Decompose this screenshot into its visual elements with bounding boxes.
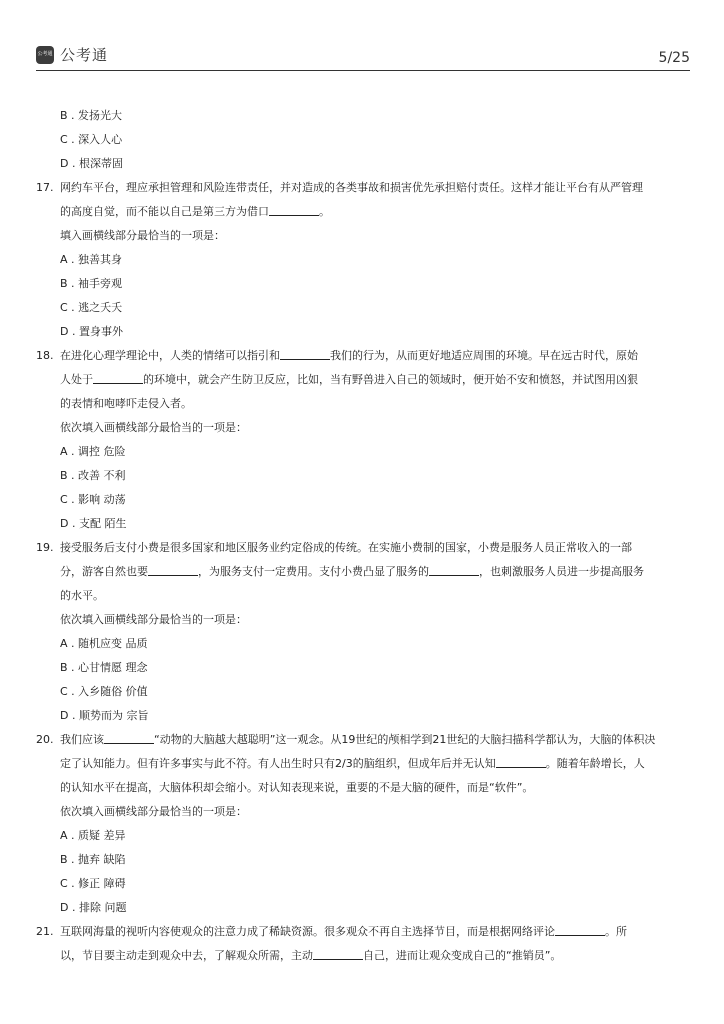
question-content bbox=[36, 104, 690, 968]
option: D . 置身事外 bbox=[60, 325, 123, 338]
question-prompt: 填入画横线部分最恰当的一项是： bbox=[60, 229, 225, 242]
question-number: 21. bbox=[36, 925, 54, 938]
answer-blank bbox=[269, 203, 319, 216]
answer-blank bbox=[148, 563, 198, 576]
answer-blank bbox=[496, 755, 546, 768]
option: C . 深入人心 bbox=[60, 133, 123, 146]
question-stem-line: 的认知水平在提高，大脑体积却会缩小。对认知表现来说，重要的不是大脑的硬件，而是“软件”。 bbox=[60, 781, 534, 794]
option: C . 影响 动荡 bbox=[60, 493, 126, 506]
question-17 bbox=[36, 176, 690, 344]
question-stem-line: 20. 我们应该 “动物的大脑越大越聪明”这一观念。从19世纪的颅相学到21世纪的大脑扫描科学都认为，大脑的体积决 bbox=[36, 728, 690, 752]
option: B . 抛弃 缺陷 bbox=[60, 853, 126, 866]
option: A . 独善其身 bbox=[60, 253, 123, 266]
question-number: 20. bbox=[36, 733, 54, 746]
question-stem-line: 的表情和咆哮吓走侵入者。 bbox=[60, 397, 192, 410]
option: D . 支配 陌生 bbox=[60, 517, 127, 530]
question-prompt: 依次填入画横线部分最恰当的一项是： bbox=[60, 421, 247, 434]
answer-blank bbox=[93, 371, 143, 384]
brand-name: 公考通 bbox=[60, 46, 109, 64]
question-stem-line: 的高度自觉，而不能以自己是第三方为借口 。 bbox=[60, 205, 330, 218]
answer-blank bbox=[429, 563, 479, 576]
option: C . 逃之夭夭 bbox=[60, 301, 123, 314]
question-stem-line: 18. 在进化心理学理论中，人类的情绪可以指引和 我们的行为，从而更好地适应周围的环境。早在远古时代，原始 bbox=[36, 344, 690, 368]
option: B . 心甘情愿 理念 bbox=[60, 661, 148, 674]
answer-blank bbox=[104, 731, 154, 744]
answer-blank bbox=[313, 947, 363, 960]
logo-mark-icon: 公考通 bbox=[36, 46, 54, 64]
page-header bbox=[36, 40, 690, 71]
question-prompt: 依次填入画横线部分最恰当的一项是： bbox=[60, 805, 247, 818]
option: D . 根深蒂固 bbox=[60, 157, 123, 170]
question-prompt: 依次填入画横线部分最恰当的一项是： bbox=[60, 613, 247, 626]
option: C . 入乡随俗 价值 bbox=[60, 685, 148, 698]
question-20 bbox=[36, 728, 690, 920]
answer-blank bbox=[555, 923, 605, 936]
option: A . 质疑 差异 bbox=[60, 829, 126, 842]
question-stem-line: 19. 接受服务后支付小费是很多国家和地区服务业约定俗成的传统。在实施小费制的国家，小费是服务人员正常收入的一部 bbox=[36, 536, 690, 560]
option: B . 袖手旁观 bbox=[60, 277, 123, 290]
option: C . 修正 障碍 bbox=[60, 877, 126, 890]
question-stem-line: 定了认知能力。但有许多事实与此不符。有人出生时只有2/3的脑组织，但成年后并无认知 。随着年龄增长，人 bbox=[60, 757, 645, 770]
question-stem-line: 以，节目要主动走到观众中去，了解观众所需，主动 自己，进而让观众变成自己的“推销员”。 bbox=[60, 949, 562, 962]
question-stem-line: 人处于 的环境中，就会产生防卫反应，比如，当有野兽进入自己的领域时，便开始不安和愤怒，并试图用凶狠 bbox=[60, 373, 638, 386]
question-number: 19. bbox=[36, 541, 54, 554]
option: D . 排除 问题 bbox=[60, 901, 127, 914]
answer-blank bbox=[280, 347, 330, 360]
question-number: 17. bbox=[36, 181, 54, 194]
option: B . 发扬光大 bbox=[60, 109, 123, 122]
option: A . 随机应变 品质 bbox=[60, 637, 148, 650]
option: A . 调控 危险 bbox=[60, 445, 126, 458]
question-number: 18. bbox=[36, 349, 54, 362]
question-stem-line: 分，游客自然也要 ，为服务支付一定费用。支付小费凸显了服务的 ，也刺激服务人员进一步提高服务 bbox=[60, 565, 644, 578]
question-18 bbox=[36, 344, 690, 536]
question-stem-line: 的水平。 bbox=[60, 589, 104, 602]
brand-logo bbox=[36, 44, 108, 65]
option: B . 改善 不利 bbox=[60, 469, 126, 482]
question-21 bbox=[36, 920, 690, 968]
question-19 bbox=[36, 536, 690, 728]
option: D . 顺势而为 宗旨 bbox=[60, 709, 149, 722]
question-stem-line: 21. 互联网海量的视听内容使观众的注意力成了稀缺资源。很多观众不再自主选择节目，而是根据网络评论 。所 bbox=[36, 920, 690, 944]
page-number: 5/25 bbox=[658, 50, 690, 66]
question-stem-line: 17. 网约车平台，理应承担管理和风险连带责任，并对造成的各类事故和损害优先承担赔付责任。这样才能让平台有从严管理 bbox=[36, 176, 690, 200]
